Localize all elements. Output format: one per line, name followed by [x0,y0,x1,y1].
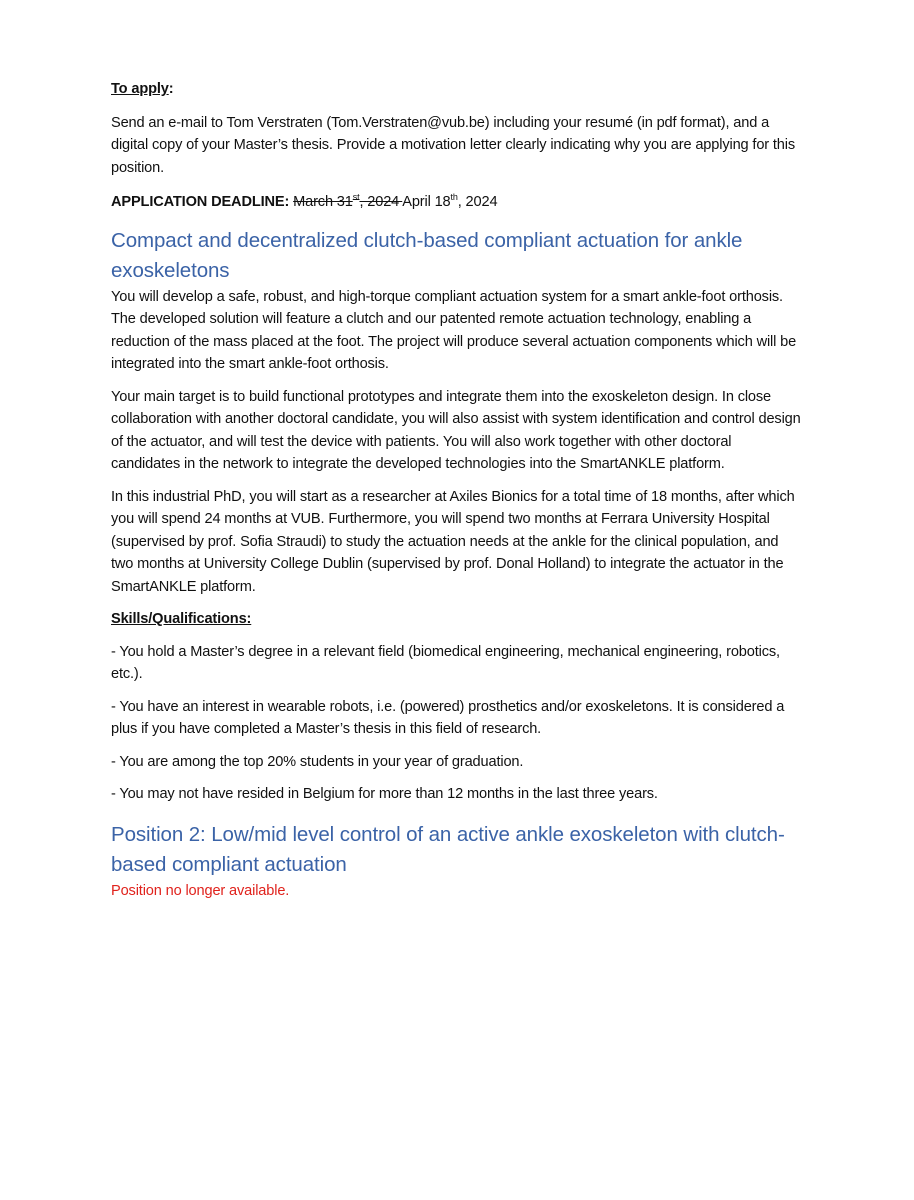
new-deadline-rest: , 2024 [457,194,498,210]
apply-heading-colon: : [168,81,174,97]
document-page [111,78,801,902]
apply-heading: To apply [111,81,169,97]
deadline-label-colon: : [284,194,294,210]
new-deadline-sup: th [450,192,458,203]
deadline-label: APPLICATION DEADLINE [111,194,285,210]
skill-item: - You hold a Master’s degree in a relevant field (biomedical engineering, mechanical engineering, robotics, etc.). [111,643,780,682]
skill-item: - You have an interest in wearable robots, i.e. (powered) prosthetics and/or exoskeletons. It is considered a plus if you have completed a Master’s thesis in this field of research. [111,698,785,737]
new-deadline-main: April 18 [402,194,451,210]
skill-item: - You are among the top 20% students in your year of graduation. [111,753,524,770]
old-deadline-main: March 31 [293,194,353,210]
skills-heading: Skills/Qualifications: [111,611,252,627]
old-deadline [293,194,402,210]
old-deadline-rest: , 2024 [359,194,403,210]
apply-heading-line [111,78,801,101]
position-2-status: Position no longer available. [111,882,290,899]
skill-item: - You may not have resided in Belgium for more than 12 months in the last three years. [111,786,658,802]
position-1-paragraph: You will develop a safe, robust, and high-torque compliant actuation system for a smart ankle-foot orthosis. The developed solution will feature a clutch and our patented remote actuation technology, enabling a reduction of the mass placed at the foot. The project will produce several actuation components which will be integrated into the smart ankle-foot orthosis. [111,288,797,372]
position-1-paragraph: In this industrial PhD, you will start as a researcher at Axiles Bionics for a total time of 18 months, after which you will spend 24 months at VUB. Furthermore, you will spend two months at Ferrara University Hospital (supervised by prof. Sofia Straudi) to study the actuation needs at the ankle for the clinical population, and two months at University College Dublin (supervised by prof. Donal Holland) to integrate the actuator in the SmartANKLE platform. [111,488,795,595]
new-deadline [402,194,497,210]
position-1-paragraph: Your main target is to build functional prototypes and integrate them into the exoskeleton design. In close collaboration with another doctoral candidate, you will also assist with system identification and control design of the actuator, and will test the device with patients. You will also work together with other doctoral candidates in the network to integrate the developed technologies into the SmartANKLE platform. [111,388,801,472]
position-1-title: Compact and decentralized clutch-based compliant actuation for ankle exoskeletons [111,228,743,282]
application-deadline [111,191,801,214]
position-2-title: Position 2: Low/mid level control of an active ankle exoskeleton with clutch-based compliant actuation [111,822,785,876]
apply-instructions: Send an e-mail to Tom Verstraten (Tom.Verstraten@vub.be) including your resumé (in pdf format), and a digital copy of your Master’s thesis. Provide a motivation letter clearly indicating why you are applying for this position. [111,114,796,176]
old-deadline-sup: st [352,192,360,203]
